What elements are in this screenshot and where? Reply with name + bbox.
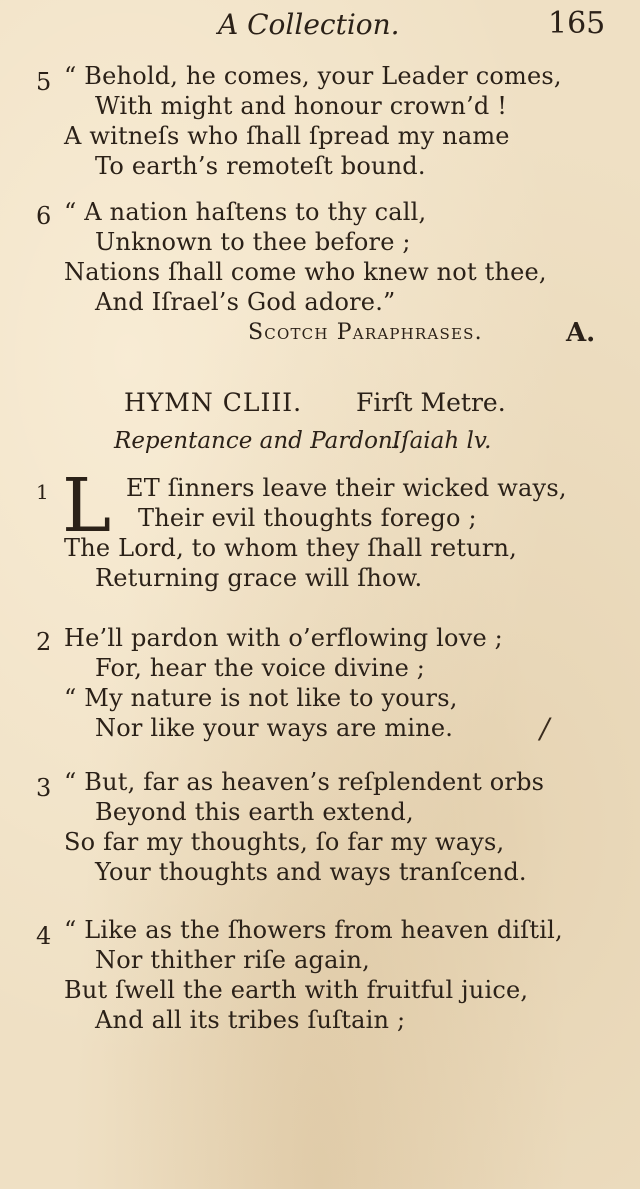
hymn-metre: Firſt Metre. [356, 388, 506, 417]
verse-line: Nor like your ways are mine. [95, 714, 454, 742]
verse-line: Nor thither riſe again, [95, 946, 370, 974]
verse-line: Beyond this earth extend, [95, 798, 414, 826]
hymn-subject: Repentance and Pardon. [114, 428, 401, 454]
attribution: Scotch Paraphrases. [248, 320, 483, 345]
verse-line: “ My nature is not like to yours, [64, 684, 458, 712]
verse-line: Your thoughts and ways tranſcend. [95, 858, 527, 886]
verse-line: For, hear the voice divine ; [95, 654, 426, 682]
verse-line: “ Like as the ſhowers from heaven diſtil, [64, 916, 563, 944]
attribution-mark: A. [566, 318, 596, 348]
verse-number: 5 [36, 68, 52, 96]
verse-line: But ſwell the earth with fruitful juice, [64, 976, 529, 1004]
hymn-scripture: Iſaiah lv. [392, 428, 492, 454]
verse-number: 2 [36, 628, 52, 656]
verse-line: Unknown to thee before ; [95, 228, 411, 256]
verse-line: “ A nation haſtens to thy call, [64, 198, 427, 226]
verse-line: A witneſs who ſhall ſpread my name [64, 122, 510, 150]
verse-line: And all its tribes ſuſtain ; [95, 1006, 406, 1034]
page-number: 165 [548, 6, 606, 41]
running-title: A Collection. [218, 8, 400, 41]
drop-cap: L [62, 463, 112, 549]
verse-line: Returning grace will ſhow. [95, 564, 423, 592]
verse-line: Their evil thoughts forego ; [138, 504, 477, 532]
margin-mark: / [540, 712, 550, 745]
verse-number: 4 [36, 922, 52, 950]
verse-line: With might and honour crown’d ! [95, 92, 508, 120]
verse-number: 6 [36, 202, 52, 230]
verse-number: 1 [36, 480, 49, 504]
verse-line: And Iſrael’s God adore.” [95, 288, 396, 316]
verse-number: 3 [36, 774, 52, 802]
verse-line: “ But, far as heaven’s reſplendent orbs [64, 768, 545, 796]
verse-line: Nations ſhall come who knew not thee, [64, 258, 547, 286]
hymn-title: HYMN CLIII. [124, 388, 303, 417]
verse-line: The Lord, to whom they ſhall return, [64, 534, 517, 562]
verse-line: To earth’s remoteſt bound. [95, 152, 426, 180]
verse-line: ET ſinners leave their wicked ways, [126, 474, 567, 502]
verse-line: “ Behold, he comes, your Leader comes, [64, 62, 562, 90]
verse-line: He’ll pardon with o’erflowing love ; [64, 624, 503, 652]
verse-line: So far my thoughts, ſo far my ways, [64, 828, 505, 856]
